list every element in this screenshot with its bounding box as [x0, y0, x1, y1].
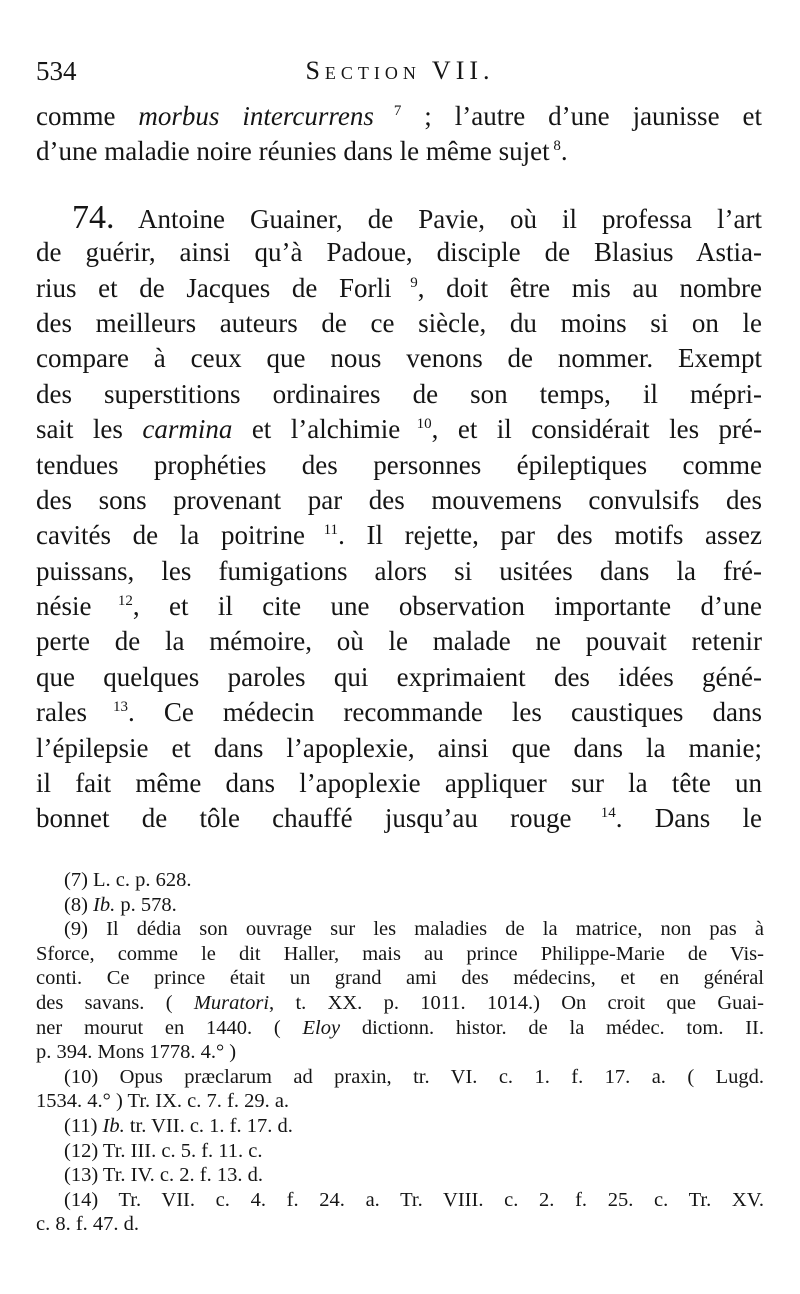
footnote-10: (10) Opus præclarum ad praxin, tr. VI. c. 1. f. 17. a. ( Lugd.	[64, 1065, 764, 1088]
text-line: nésie $^{12}$, et il cite une observation importante d’une	[36, 591, 763, 622]
footnote-ref: 8	[549, 138, 561, 155]
paragraph-start: 74. Antoine Guainer, de Pavie, où il professa l’art	[72, 198, 762, 236]
text-line: des meilleurs auteurs de ce siècle, du moins si on le	[36, 307, 762, 338]
text-line: l’épilepsie et dans l’apoplexie, ainsi que dans la manie;	[36, 732, 762, 763]
text-line: compare à ceux que nous venons de nommer. Exempt	[36, 343, 762, 374]
text-line: comme morbus intercurrens $^7$ ; l’autre d’une jaunisse et	[36, 101, 762, 131]
text-line: tendues prophéties des personnes épileptiques comme	[36, 449, 762, 480]
footnote-ref: 10	[400, 416, 432, 433]
text-line: rales $^{13}$. Ce médecin recommande les caustiques dans	[36, 697, 762, 728]
section-title: Section VII.	[305, 56, 495, 85]
text-line: des superstitions ordinaires de son temps, il mépri-	[36, 378, 762, 409]
text-line: perte de la mémoire, où le malade ne pouvait retenir	[36, 626, 762, 657]
footnote-line: ner mourut en 1440. ( Eloy dictionn. histor. de la médec. tom. II.	[36, 1016, 764, 1039]
footnote-ref: 9	[391, 274, 418, 291]
footnote-line: Sforce, comme le dit Haller, mais au prince Philippe-Marie de Vis-	[36, 942, 764, 965]
paragraph-number: 74.	[72, 198, 115, 236]
footnote-line: 1534. 4.° ) Tr. IX. c. 7. f. 29. a.	[36, 1090, 290, 1113]
page-number: 534	[36, 56, 77, 86]
text-line: que quelques paroles qui exprimaient des idées géné-	[36, 661, 762, 692]
footnote-ref: 13	[86, 699, 129, 716]
footnote-8: (8) Ib. p. 578.	[64, 893, 177, 916]
footnote-13: (13) Tr. IV. c. 2. f. 13. d.	[64, 1164, 263, 1187]
main-text	[36, 99, 762, 837]
footnote-9: (9) Il dédia son ouvrage sur les maladies de la matrice, non pas à	[64, 918, 764, 941]
text-line: il fait même dans l’apoplexie appliquer sur la tête un	[36, 768, 762, 799]
text-line: cavités de la poitrine $^{11}$. Il rejette, par des motifs assez	[36, 520, 762, 551]
text-line: sait les carmina et l’alchimie $^{10}$, et il considérait les pré-	[36, 414, 763, 445]
footnote-ref: 12	[91, 593, 133, 610]
footnote-14: (14) Tr. VII. c. 4. f. 24. a. Tr. VIII. c. 2. f. 25. c. Tr. XV.	[64, 1188, 764, 1211]
footnotes	[36, 868, 764, 1237]
text-line: bonnet de tôle chauffé jusqu’au rouge $^{14}$. Dans le	[36, 803, 762, 834]
text-line: rius et de Jacques de Forli $^9$, doit être mis au nombre	[36, 272, 762, 303]
footnote-ref: 7	[373, 103, 402, 119]
footnote-line: c. 8. f. 47. d.	[36, 1213, 140, 1236]
footnote-ref: 14	[571, 805, 616, 822]
text-line: puissans, les fumigations alors si usitées dans la fré-	[36, 555, 762, 586]
footnote-11: (11) Ib. tr. VII. c. 1. f. 17. d.	[64, 1114, 293, 1137]
page-header	[36, 56, 764, 92]
footnote-12: (12) Tr. III. c. 5. f. 11. c.	[64, 1139, 263, 1162]
footnote-ref: 11	[304, 522, 339, 539]
text-line: des sons provenant par des mouvemens convulsifs des	[36, 484, 762, 515]
footnote-line: conti. Ce prince était un grand ami des médecins, et en général	[36, 967, 764, 990]
text-line: de guérir, ainsi qu’à Padoue, disciple de Blasius Astia-	[36, 237, 762, 268]
footnote-line: p. 394. Mons 1778. 4.° )	[36, 1041, 237, 1064]
footnote-line: des savans. ( Muratori, t. XX. p. 1011. 1014.) On croit que Guai-	[36, 991, 764, 1014]
footnote-7: (7) L. c. p. 628.	[64, 869, 192, 891]
text-line: d’une maladie noire réunies dans le même sujet $^8$.	[36, 136, 568, 167]
